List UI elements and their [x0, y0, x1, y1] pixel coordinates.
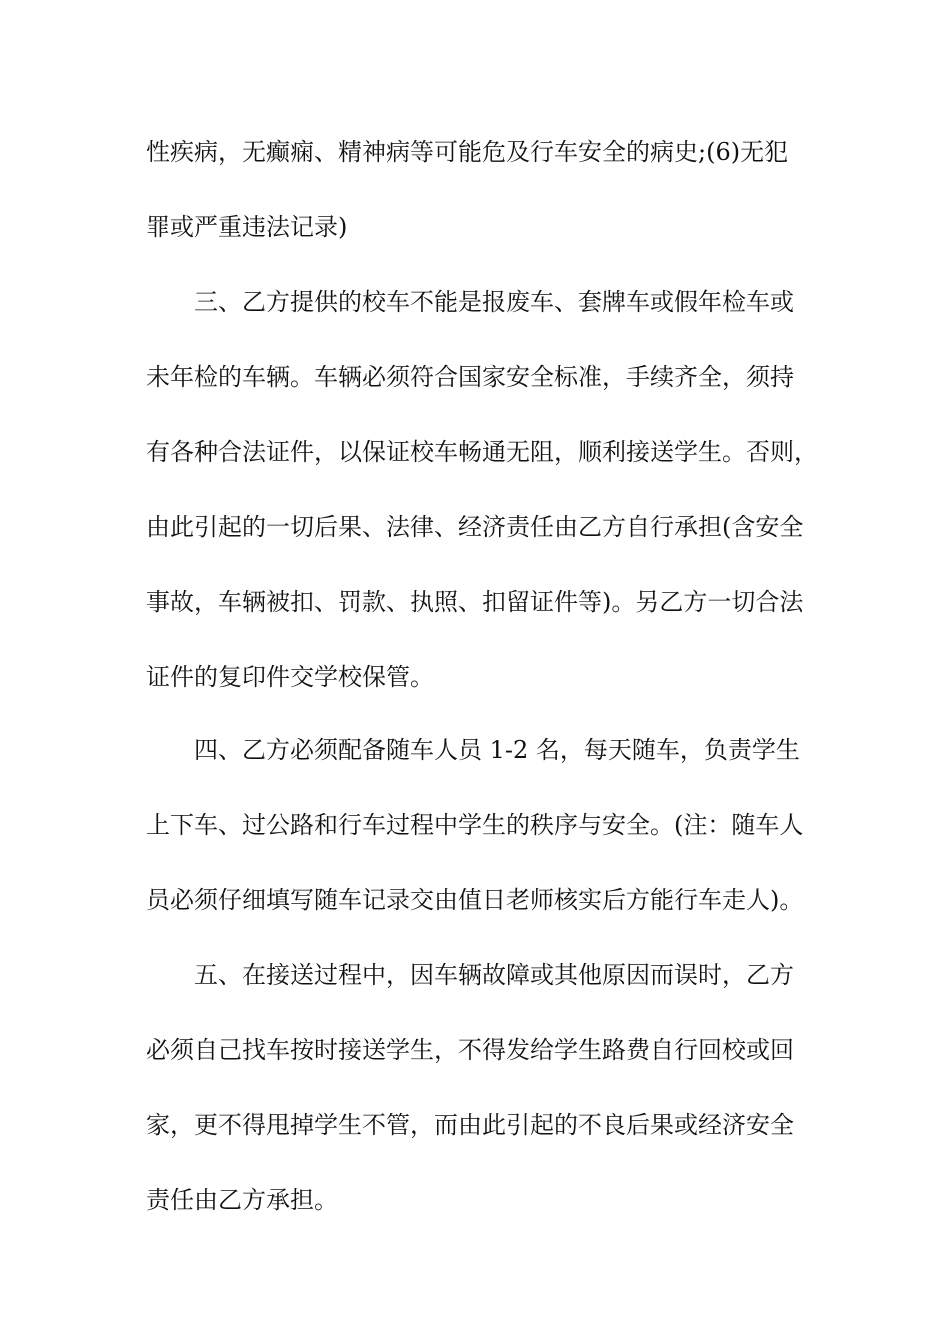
paragraph-3-first-line: 三、乙方提供的校车不能是报废车、套牌车或假年检车或	[194, 288, 794, 316]
text-line: 家，更不得甩掉学生不管，而由此引起的不良后果或经济安全	[146, 1111, 794, 1139]
text-line: 有各种合法证件，以保证校车畅通无阻，顺利接送学生。否则，	[146, 438, 818, 466]
paragraph-4-first-line: 四、乙方必须配备随车人员 1-2 名，每天随车，负责学生	[194, 736, 800, 764]
paragraph-5-first-line: 五、在接送过程中，因车辆故障或其他原因而误时，乙方	[194, 961, 794, 989]
text-line: 证件的复印件交学校保管。	[146, 663, 434, 691]
text-line: 由此引起的一切后果、法律、经济责任由乙方自行承担(含安全	[146, 513, 804, 541]
text-line: 性疾病，无癫痫、精神病等可能危及行车安全的病史;(6)无犯	[146, 138, 789, 166]
text-line: 员必须仔细填写随车记录交由值日老师核实后方能行车走人)。	[146, 886, 804, 914]
text-line: 罪或严重违法记录)	[146, 213, 348, 241]
text-line: 必须自己找车按时接送学生，不得发给学生路费自行回校或回	[146, 1036, 794, 1064]
text-line: 责任由乙方承担。	[146, 1186, 338, 1214]
text-line: 未年检的车辆。车辆必须符合国家安全标准，手续齐全，须持	[146, 363, 794, 391]
text-line: 事故，车辆被扣、罚款、执照、扣留证件等)。另乙方一切合法	[146, 588, 804, 616]
text-line: 上下车、过公路和行车过程中学生的秩序与安全。(注：随车人	[146, 811, 804, 839]
